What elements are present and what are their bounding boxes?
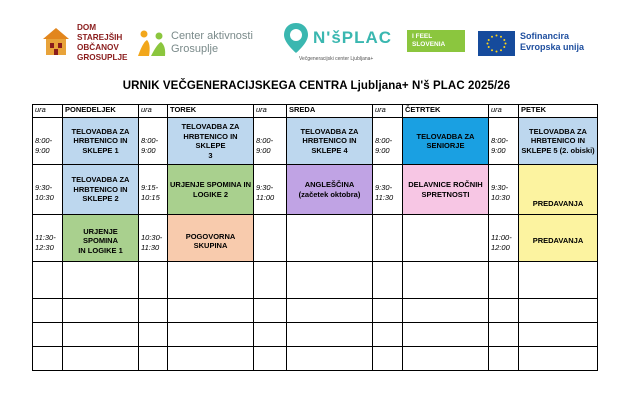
time-cell: 9:30- 10:30 [33,165,63,215]
table-row [33,347,598,371]
header-row [33,105,598,118]
activity-cell: URJENJE SPOMINA IN LOGIKE 2 [168,165,254,215]
table-row [33,215,598,262]
activity-cell: TELOVADBA ZA HRBTENICO IN SKLEPE 1 [63,118,139,165]
table-row [33,262,598,299]
time-cell: 8:00- 9:00 [33,118,63,165]
nsplac-tagline: Večgeneracijski center Ljubljana+ [299,56,374,62]
people-icon [135,28,169,58]
house-icon [41,25,71,57]
activity-cell: TELOVADBA ZA HRBTENICO IN SKLEPE 2 [63,165,139,215]
eu-flag-icon [478,31,515,56]
activity-cell: PREDAVANJA [519,165,598,215]
header-time: ura [139,105,168,118]
table-row [33,118,598,165]
empty-cell [373,215,403,262]
activity-cell: TELOVADBA ZA HRBTENICO IN SKLEPE 5 (2. obiski) [519,118,598,165]
time-cell: 9:30- 11:00 [254,165,287,215]
header-wednesday: SREDA [287,105,373,118]
dom-line-1: DOM [77,23,97,32]
header-tuesday: TOREK [168,105,254,118]
table-row [33,299,598,323]
dom-line-4: GROSUPLJE [77,53,128,62]
header-thursday: ČETRTEK [403,105,489,118]
schedule-table [32,104,598,371]
feel-line-1: I FEEL [412,33,433,40]
time-cell: 8:00- 9:00 [254,118,287,165]
feel-line-2: SLOVENIA [412,41,446,48]
dom-line-2: STAREJŠIH [77,33,123,42]
time-cell: 9:30- 11:30 [373,165,403,215]
eu-line-1: Sofinancira [520,31,570,41]
eu-line-2: Evropska unija [520,42,585,52]
activity-cell: ANGLEŠČINA (začetek oktobra) [287,165,373,215]
activity-cell: TELOVADBA ZA SENIORJE [403,118,489,165]
location-pin-icon [283,22,309,54]
header-friday: PETEK [519,105,598,118]
i-feel-slovenia-logo [407,30,465,52]
table-row [33,165,598,215]
empty-cell [287,215,373,262]
center-line-2: Grosuplje [171,43,219,55]
activity-cell: TELOVADBA ZA HRBTENICO IN SKLEPE 3 [168,118,254,165]
header-time: ura [254,105,287,118]
time-cell: 8:00- 9:00 [139,118,168,165]
empty-cell [403,215,489,262]
table-row [33,323,598,347]
header-time: ura [373,105,403,118]
logo-strip [0,0,633,72]
dom-line-3: OBČANOV [77,43,119,52]
time-cell: 9:30- 10:30 [489,165,519,215]
time-cell: 11:00- 12:00 [489,215,519,262]
activity-cell: POGOVORNA SKUPINA [168,215,254,262]
activity-cell: DELAVNICE ROČNIH SPRETNOSTI [403,165,489,215]
header-time: ura [489,105,519,118]
activity-cell: URJENJE SPOMINA IN LOGIKE 1 [63,215,139,262]
nsplac-name: N'šPLAC [313,28,393,47]
time-cell: 8:00- 9:00 [373,118,403,165]
time-cell: 10:30- 11:30 [139,215,168,262]
center-line-1: Center aktivnosti [171,30,253,42]
time-cell: 11:30- 12:30 [33,215,63,262]
empty-cell [254,215,287,262]
page-title: URNIK VEČGENERACIJSKEGA CENTRA Ljubljana+ N'š PLAC 2025/26 [122,80,511,92]
time-cell: 9:15- 10:15 [139,165,168,215]
activity-cell: PREDAVANJA [519,215,598,262]
time-cell: 8:00- 9:00 [489,118,519,165]
header-time: ura [33,105,63,118]
header-monday: PONEDELJEK [63,105,139,118]
activity-cell: TELOVADBA ZA HRBTENICO IN SKLEPE 4 [287,118,373,165]
